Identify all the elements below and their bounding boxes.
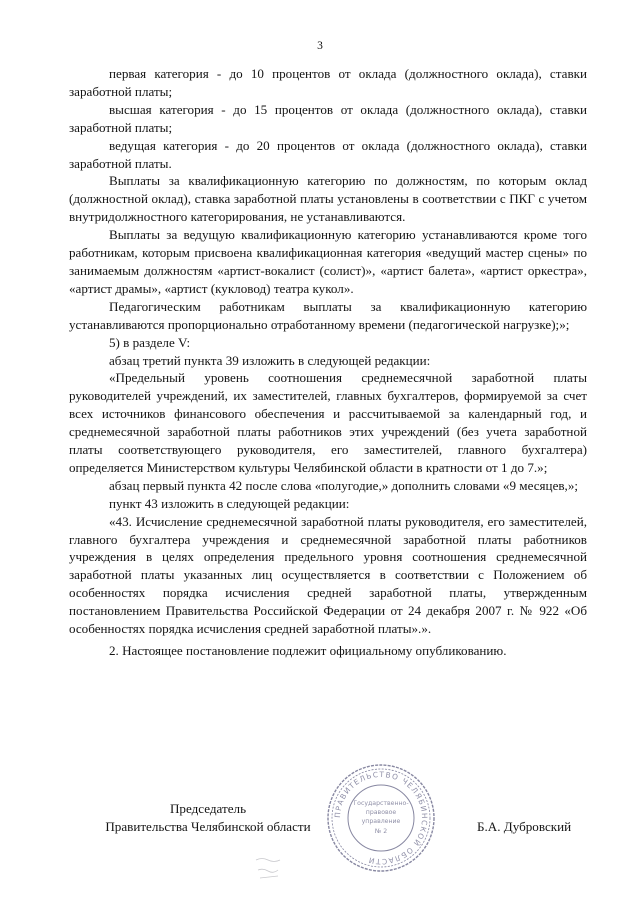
paragraph-item-42: абзац первый пункта 42 после слова «полугодие,» дополнить словами «9 месяцев,»; bbox=[109, 477, 579, 493]
signatory-name: Б.А. Дубровский bbox=[477, 819, 572, 834]
page-number: 3 bbox=[317, 40, 323, 52]
signatory-position-line2: Правительства Челябинской области bbox=[105, 819, 311, 834]
paragraph-category-highest: высшая категория - до 15 процентов от оклада (должностного оклада), ставки заработной платы; bbox=[69, 101, 587, 135]
paragraph-pedagogical-workers: Педагогическим работникам выплаты за квалификационную категорию устанавливаются пропорционально отработанному времени (педагогической нагрузке);»; bbox=[69, 298, 587, 332]
paragraph-item-39-text: «Предельный уровень соотношения среднемесячной заработной платы руководителей учреждений, их заместителей, главных бухгалтеров, формируемой за счет всех источников финансового обеспечения и рассчитываемой за календарный год, и среднемесячной заработной платы работников этих учреждений (без учета заработной платы соответствующего руководителя, его заместителей, главного бухгалтера) определяется Министерством культуры Челябинской области в кратности от 1 до 7.»; bbox=[69, 370, 587, 475]
paragraph-publication: 2. Настоящее постановление подлежит официальному опубликованию. bbox=[109, 643, 507, 658]
document-body bbox=[69, 65, 587, 660]
paragraph-leading-stage-master: Выплаты за ведущую квалификационную категорию устанавливаются кроме того работникам, которым присвоена квалификационная категория «ведущий мастер сцены» по занимаемым должностям «артист-вокалист (солист)», «артист балета», «артист оркестра», «артист драмы», «артист (кукловод) театра кукол». bbox=[69, 227, 587, 296]
faint-ink-mark bbox=[252, 852, 292, 882]
stamp-ring-textpath: ПРАВИТЕЛЬСТВО ЧЕЛЯБИНСКОЙ ОБЛАСТИ bbox=[332, 769, 430, 867]
official-stamp bbox=[325, 762, 437, 874]
stamp-center-line4: № 2 bbox=[374, 828, 388, 835]
signatory-position bbox=[88, 800, 328, 836]
paragraph-item-39-intro: абзац третий пункта 39 изложить в следующей редакции: bbox=[109, 352, 431, 368]
stamp-center-line2: правовое bbox=[365, 809, 397, 816]
paragraph-section-v: 5) в разделе V: bbox=[109, 334, 191, 350]
paragraph-item-43-text: «43. Исчисление среднемесячной заработной платы руководителя, его заместителей, главного бухгалтера учреждения и среднемесячной заработной платы работников учреждения в целях определения предельного уровня соотношения среднемесячной заработной платы указанных лиц осуществляется в соответствии с Положением об особенностях порядка исчисления средней заработной платы, утвержденным постановлением Правительства Российской Федерации от 24 декабря 2007 г. № 922 «Об особенностях порядка исчисления средней заработной платы».». bbox=[69, 513, 587, 637]
paragraph-pkg-exclusion: Выплаты за квалификационную категорию по должностям, по которым оклад (должностной оклад), ставка заработной платы установлены в соответствии с ПКГ с учетом внутридолжностного категорирования, не устанавливаются. bbox=[69, 173, 587, 225]
paragraph-item-43-intro: пункт 43 изложить в следующей редакции: bbox=[109, 495, 350, 511]
signatory-position-line1: Председатель bbox=[169, 801, 247, 816]
stamp-center-line1: Государственно- bbox=[353, 800, 409, 807]
stamp-center-line3: управление bbox=[361, 818, 401, 825]
paragraph-category-first: первая категория - до 10 процентов от оклада (должностного оклада), ставки заработной платы; bbox=[69, 66, 587, 99]
paragraph-category-leading: ведущая категория - до 20 процентов от оклада (должностного оклада), ставки заработной платы. bbox=[69, 137, 587, 171]
